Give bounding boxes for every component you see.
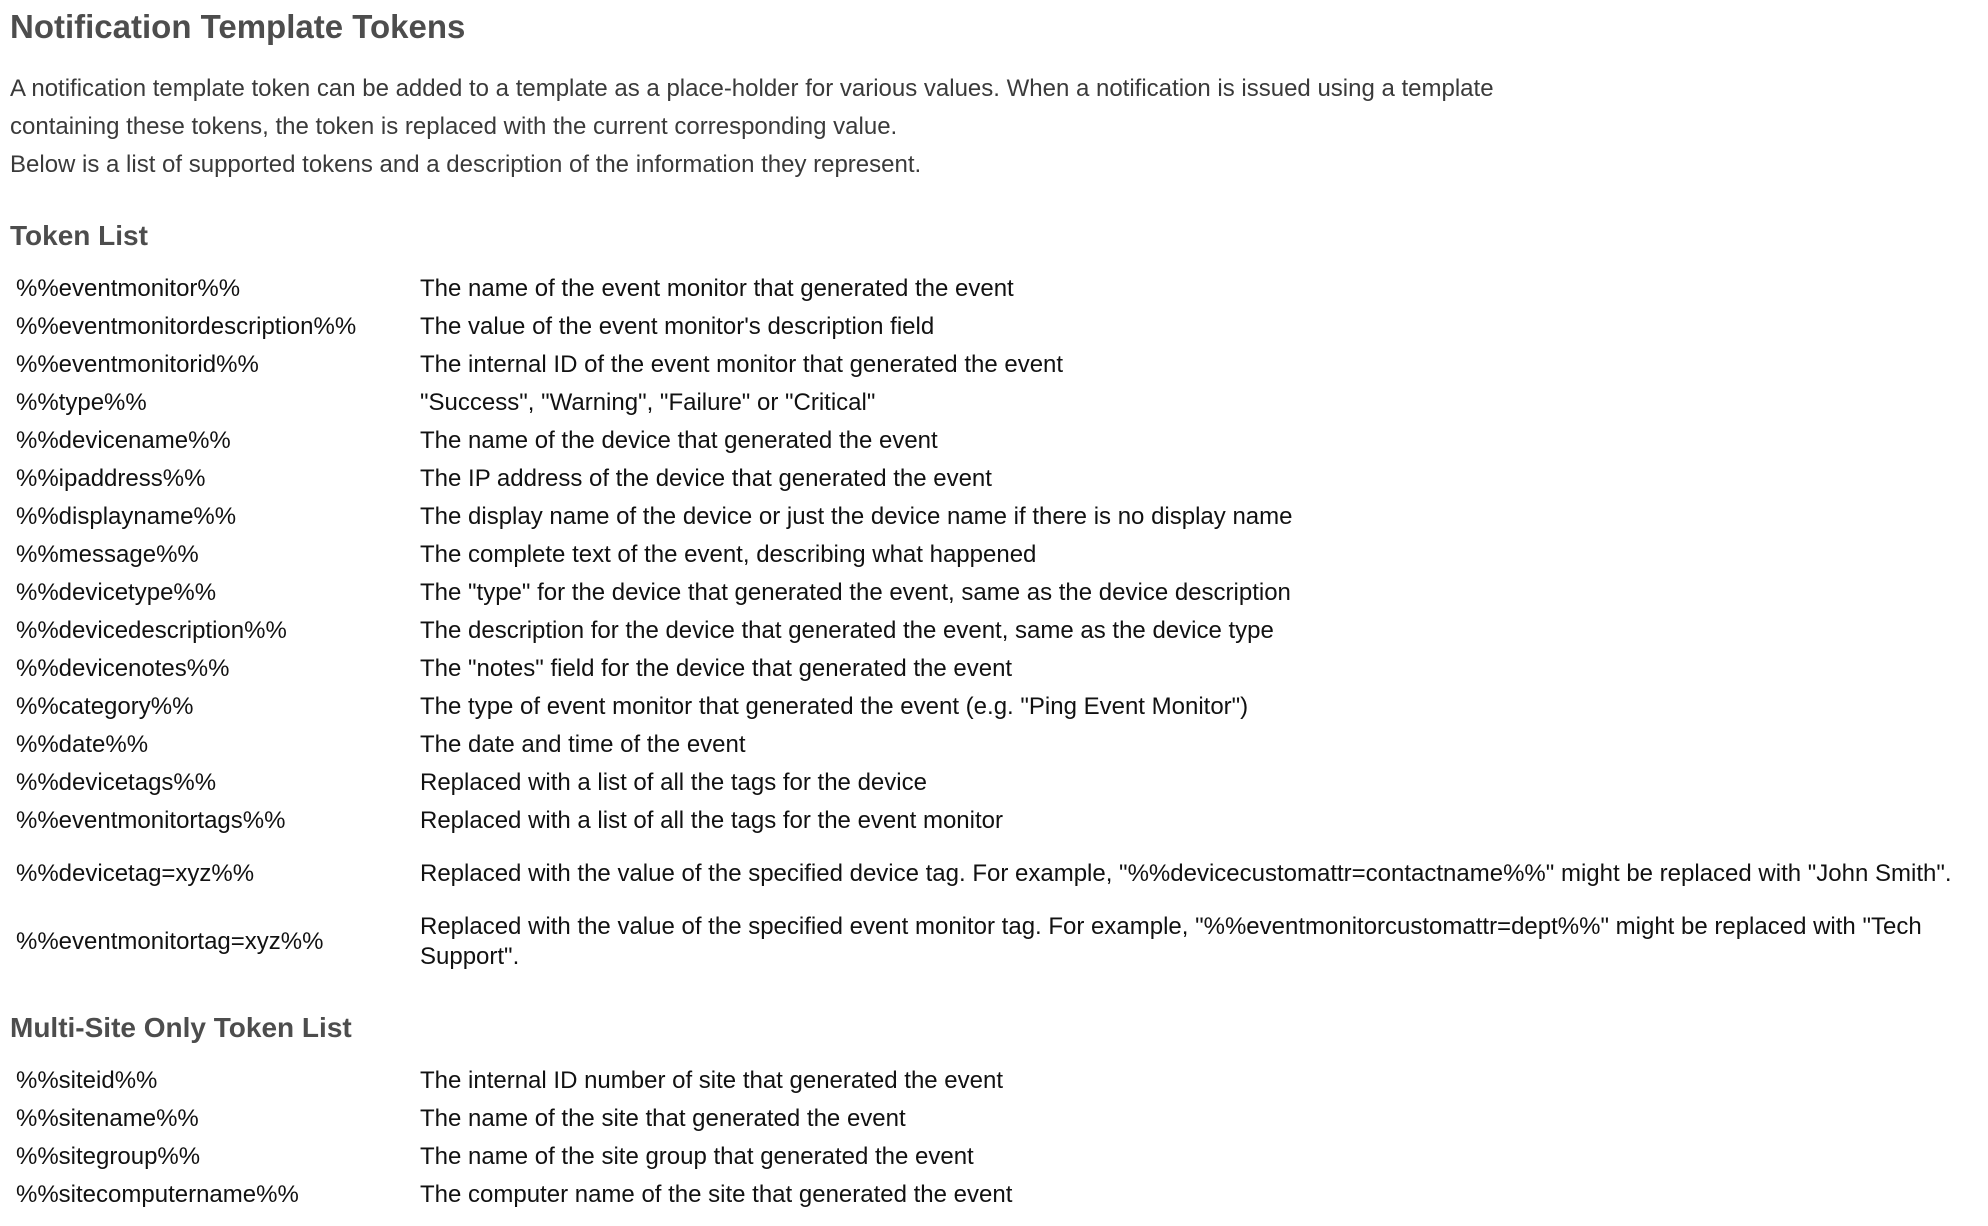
table-row [10,460,1988,498]
token-description: The name of the device that generated the event [420,427,938,454]
table-row [10,422,1988,460]
token-description: The "notes" field for the device that generated the event [420,655,1013,682]
table-row [10,498,1988,536]
table-row [10,384,1988,422]
table-row [10,1138,1988,1176]
token-description: "Success", "Warning", "Failure" or "Critical" [420,389,876,416]
token-name: %%devicename%% [16,427,231,454]
token-description: The computer name of the site that generated the event [420,1181,1013,1208]
token-description: The display name of the device or just the device name if there is no display name [420,503,1293,530]
table-row [10,346,1988,384]
table-row [10,688,1988,726]
token-name: %%sitecomputername%% [16,1181,299,1208]
token-description: The name of the event monitor that generated the event [420,275,1014,302]
token-name: %%siteid%% [16,1067,158,1094]
token-list-heading: Token List [10,220,148,251]
table-row [10,650,1988,688]
token-name: %%sitegroup%% [16,1143,201,1170]
table-row [10,308,1988,346]
table-row [10,1062,1988,1100]
token-description: The date and time of the event [420,731,746,758]
token-description: Replaced with a list of all the tags for the device [420,769,927,796]
token-name: %%devicetype%% [16,579,217,606]
token-name: %%displayname%% [16,503,237,530]
intro-paragraph-1: A notification template token can be added to a template as a place-holder for various values. When a notification is issued using a template containing these tokens, the token is replaced with the current corresponding value. [10,75,1494,140]
token-description: The name of the site that generated the event [420,1105,906,1132]
table-row [10,612,1988,650]
token-description: The IP address of the device that generated the event [420,465,992,492]
table-row [10,764,1988,802]
table-row [10,574,1988,612]
token-name: %%devicetag=xyz%% [16,860,255,887]
table-row [10,536,1988,574]
token-description: The value of the event monitor's description field [420,313,935,340]
token-name: %%eventmonitordescription%% [16,313,357,340]
token-name: %%eventmonitorid%% [16,351,259,378]
token-description: Replaced with the value of the specified event monitor tag. For example, "%%eventmonitorcustomattr=dept%%" might be replaced with "Tech Support". [420,913,1922,970]
token-description: Replaced with a list of all the tags for the event monitor [420,807,1003,834]
token-name: %%sitename%% [16,1105,199,1132]
token-description: Replaced with the value of the specified device tag. For example, "%%devicecustomattr=contactname%%" might be replaced with "John Smith". [420,860,1952,887]
table-row [10,840,1988,908]
multisite-token-list-heading: Multi-Site Only Token List [10,1012,352,1043]
token-name: %%category%% [16,693,194,720]
token-description: The "type" for the device that generated the event, same as the device description [420,579,1291,606]
token-description: The type of event monitor that generated the event (e.g. "Ping Event Monitor") [420,693,1249,720]
token-name: %%eventmonitortag=xyz%% [16,928,324,955]
token-table [10,270,1988,976]
intro-paragraph-2: Below is a list of supported tokens and a description of the information they represent. [10,151,922,178]
token-description: The internal ID of the event monitor that generated the event [420,351,1064,378]
token-description: The internal ID number of site that generated the event [420,1067,1004,1094]
token-name: %%date%% [16,731,149,758]
table-row [10,1176,1988,1214]
token-description: The description for the device that generated the event, same as the device type [420,617,1274,644]
token-name: %%type%% [16,389,147,416]
page-title: Notification Template Tokens [10,8,466,45]
token-name: %%eventmonitor%% [16,275,241,302]
token-description: The name of the site group that generated the event [420,1143,974,1170]
token-name: %%eventmonitortags%% [16,807,286,834]
token-description: The complete text of the event, describing what happened [420,541,1037,568]
multisite-token-table [10,1062,1988,1214]
token-name: %%devicetags%% [16,769,217,796]
token-name: %%devicedescription%% [16,617,287,644]
page-content [10,0,1980,1214]
table-row [10,270,1988,308]
token-name: %%devicenotes%% [16,655,230,682]
table-row [10,726,1988,764]
table-row [10,908,1988,976]
token-name: %%ipaddress%% [16,465,206,492]
token-name: %%message%% [16,541,199,568]
table-row [10,802,1988,840]
table-row [10,1100,1988,1138]
intro-text [10,70,1590,184]
